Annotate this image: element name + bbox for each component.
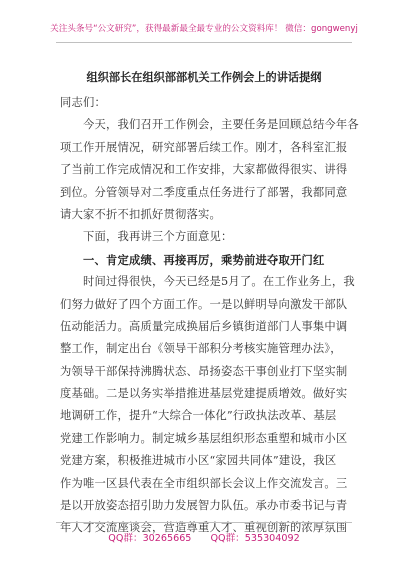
paragraph-line: 们努力做好了四个方面工作。一是以鲜明导向激发干部队	[60, 297, 348, 311]
paragraph-line: 度基础。二是以务实举措推进基层党建提质增效。做好实	[60, 387, 348, 401]
paragraph-line: 地调研工作，提升“大综合一体化”行政执法改革、基层	[60, 409, 337, 423]
footer-divider	[56, 522, 352, 523]
paragraph-line: 作为唯一区县代表在全市组织部长会议上作交流发言。三	[60, 476, 348, 490]
paragraph-line: 年人才交流座谈会，营造尊重人才、重视创新的浓厚氛围	[60, 521, 348, 535]
paragraph-line: 整工作，制定出台《领导干部积分考核实施管理办法》，	[60, 342, 342, 356]
salutation: 同志们：	[60, 96, 106, 109]
footer-note	[0, 530, 408, 544]
paragraph-line: 为领导干部保持沸腾状态、昂扬姿态干事创业打下坚实制	[60, 364, 348, 378]
paragraph-line: 到位。分管领导对二季度重点任务进行了部署，我都同意	[60, 185, 348, 199]
paragraph-line: 了当前工作完成情况和工作安排，大家都做得很实、讲得	[60, 163, 348, 177]
footer-qq-group-1: QQ群：30265665	[108, 533, 192, 544]
paragraph-line: 时间过得很快，今天已经是5月了。在工作业务上，我	[83, 275, 355, 289]
paragraph-line: 党建方案，积极推进城市小区“家园共同体”建设，我区	[60, 454, 337, 468]
paragraph-line: 下面，我再讲三个方面意见：	[83, 230, 233, 244]
document-body	[60, 92, 359, 540]
paragraph-line: 请大家不折不扣抓好贯彻落实。	[60, 207, 221, 221]
paragraph-line: 党建工作影响力。制定城乡基层组织形态重塑和城市小区	[60, 431, 348, 445]
header-divider	[56, 42, 352, 43]
paragraph-line: 今天，我们召开工作例会，主要任务是回顾总结今年各	[83, 118, 359, 132]
footer-qq-group-2: QQ群：535304092	[210, 533, 300, 544]
header-note: 关注头条号“公文研究”，获得最新最全最专业的公文资料库！ 微信：gongwenyj	[50, 24, 358, 34]
paragraph-line: 项工作开展情况，研究部署后续工作。刚才，各科室汇报	[60, 140, 348, 154]
section-heading: 一、肯定成绩、再接再厉，乘势前进夺取开门红	[83, 252, 325, 267]
paragraph-line: 是以开放姿态招引助力发展智力队伍。承办市委书记与青	[60, 499, 348, 513]
document-title: 组织部长在组织部部机关工作例会上的讲话提纲	[86, 70, 322, 84]
paragraph-line: 伍动能活力。高质量完成换届后乡镇街道部门人事集中调	[60, 319, 348, 333]
